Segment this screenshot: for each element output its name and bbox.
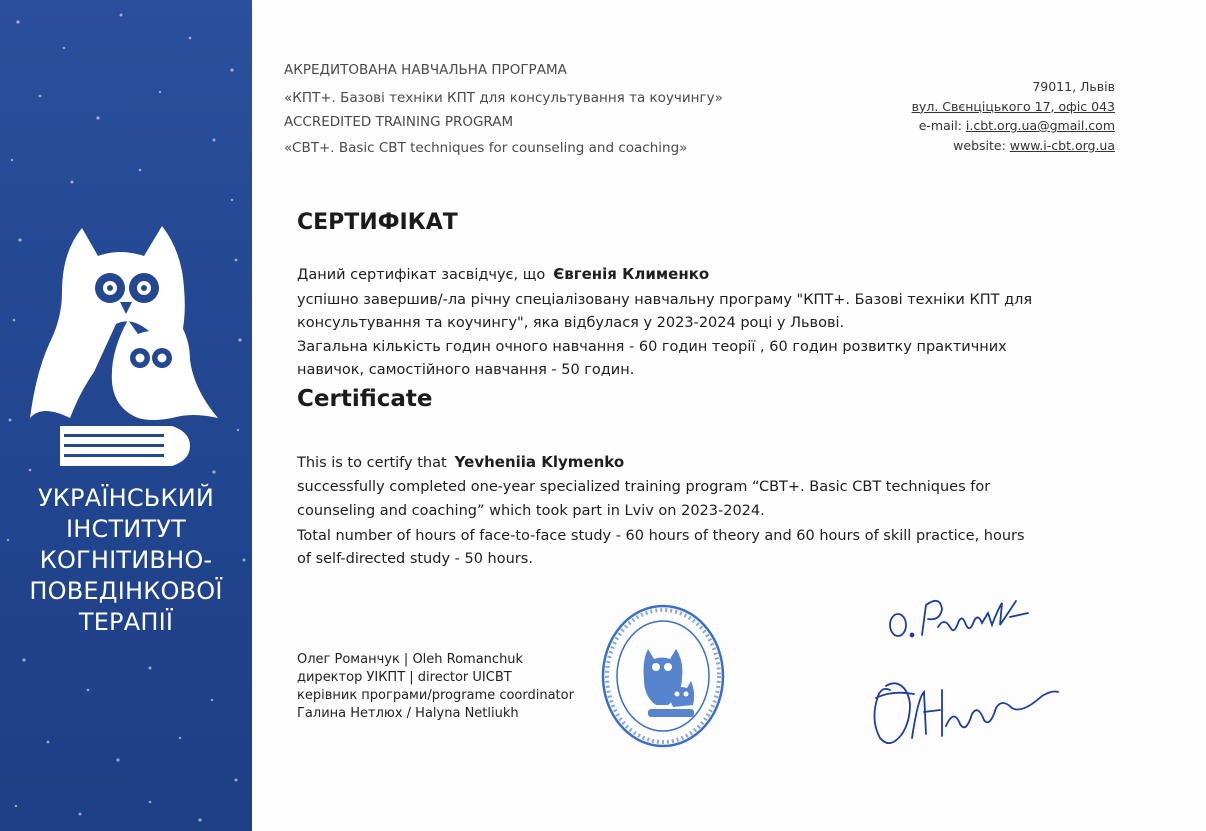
program-accreditation-en: ACCREDITED TRAINING PROGRAM xyxy=(284,114,514,130)
certificate-content xyxy=(252,0,1206,831)
address-street: вул. Свєнціцького 17, офіс 043 xyxy=(911,98,1115,114)
institute-name xyxy=(0,483,252,638)
program-title-ua: «КПТ+. Базові техніки КПТ для консультування та коучингу» xyxy=(284,90,723,106)
ua-text-line: Загальна кількість годин очного навчання - 60 годин теорії , 60 годин розвитку практичних xyxy=(297,339,1007,355)
signer-line: керівник програми/programe coordinator xyxy=(297,688,574,703)
signers-block xyxy=(297,651,574,723)
institute-line: КОГНІТИВНО- xyxy=(39,546,213,574)
recipient-name-en: Yevheniia Klymenko xyxy=(454,453,625,471)
address-email-row xyxy=(912,116,1115,136)
en-text-line: of self-directed study - 50 hours. xyxy=(297,551,533,567)
address-city: 79011, Львів xyxy=(1032,79,1115,94)
recipient-name-ua: Євгенія Клименко xyxy=(553,265,710,283)
owl-logo-icon xyxy=(22,222,226,466)
signer-line: директор УІКПТ | director UICBT xyxy=(297,670,512,685)
contact-address xyxy=(912,77,1115,155)
institute-line: ТЕРАПІЇ xyxy=(78,608,174,636)
email-label: e-mail: xyxy=(918,118,962,133)
email-link[interactable]: i.cbt.org.ua@gmail.com xyxy=(965,118,1115,133)
en-text-line: counseling and coaching” which took part in Lviv on 2023-2024. xyxy=(297,503,765,519)
website-label: website: xyxy=(953,137,1006,153)
program-title-en: «CBT+. Basic CBT techniques for counseling and coaching» xyxy=(284,140,688,156)
ua-text-line: успішно завершив/-ла річну спеціалізовану навчальну програму "КПТ+. Базові техніки КПТ для xyxy=(297,292,1033,308)
signature-netliukh-icon xyxy=(862,668,1062,758)
certificate-title-ua: СЕРТИФІКАТ xyxy=(297,210,458,235)
ua-text-line: навичок, самостійного навчання - 50 годин. xyxy=(297,362,635,378)
institute-line: УКРАЇНСЬКИЙ xyxy=(37,484,215,512)
institute-line: ПОВЕДІНКОВОЇ xyxy=(29,577,223,605)
ua-text-line: консультування та коучингу", яка відбулася у 2023-2024 році у Львові. xyxy=(297,315,845,331)
sidebar-banner xyxy=(0,0,252,831)
certificate-title-en: Certificate xyxy=(297,386,433,412)
en-intro-row xyxy=(297,451,624,476)
address-website-row xyxy=(912,136,1115,156)
ua-intro-row xyxy=(297,263,709,288)
en-text-line: Total number of hours of face-to-face study - 60 hours of theory and 60 hours of skill practice, hours xyxy=(297,528,1025,544)
signature-romanchuk-icon xyxy=(882,583,1042,643)
institute-line: ІНСТИТУТ xyxy=(65,515,187,543)
program-accreditation-ua: АКРЕДИТОВАНА НАВЧАЛЬНА ПРОГРАМА xyxy=(284,62,567,78)
signer-line: Олег Романчук | Oleh Romanchuk xyxy=(297,652,524,667)
en-text-line: successfully completed one-year specialized training program “CBT+. Basic CBT techniques for xyxy=(297,479,991,495)
ua-intro-text: Даний сертифікат засвідчує, що xyxy=(297,267,546,283)
website-link[interactable]: www.i-cbt.org.ua xyxy=(1009,137,1115,153)
en-intro-text: This is to certify that xyxy=(297,455,447,471)
official-stamp-icon xyxy=(598,601,728,751)
signer-line: Галина Нетлюх / Halyna Netliukh xyxy=(297,706,519,721)
